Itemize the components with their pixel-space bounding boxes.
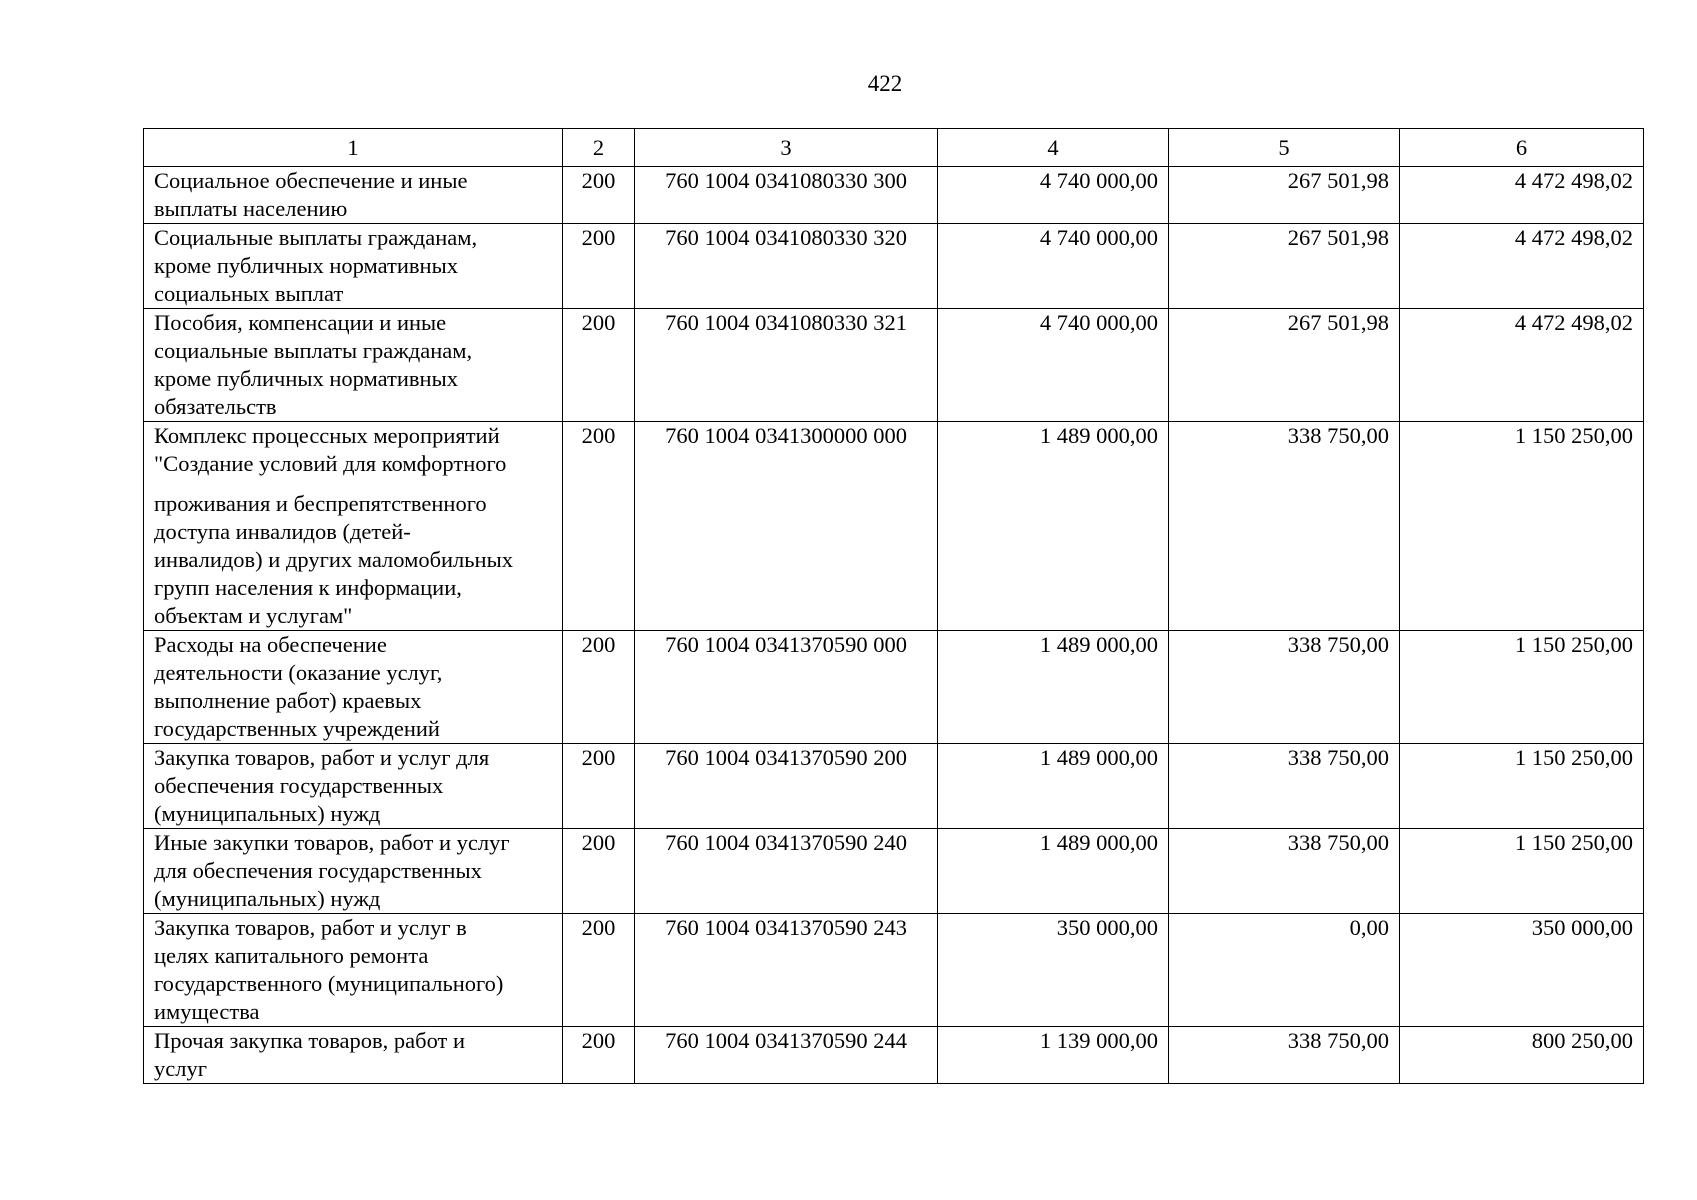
col4-cell: 4 740 000,00 (938, 224, 1169, 309)
item-name-cell (144, 631, 563, 744)
item-name-line: "Создание условий для комфортного (154, 451, 507, 476)
item-name-line: государственных учреждений (154, 716, 440, 741)
col6-cell: 4 472 498,02 (1400, 224, 1644, 309)
item-name-cell (144, 309, 563, 422)
item-name-cell (144, 422, 563, 631)
item-name-line: Социальное обеспечение и иные (154, 168, 468, 193)
col6-cell: 4 472 498,02 (1400, 167, 1644, 224)
col2-cell: 200 (563, 914, 635, 1027)
col5-cell: 338 750,00 (1169, 829, 1400, 914)
col5-cell: 338 750,00 (1169, 1027, 1400, 1084)
item-name-line: Прочая закупка товаров, работ и (154, 1028, 466, 1053)
item-name-line: целях капитального ремонта (154, 943, 429, 968)
col6-cell: 1 150 250,00 (1400, 744, 1644, 829)
code-cell: 760 1004 0341080330 321 (635, 309, 938, 422)
item-name-line: выполнение работ) краевых (154, 688, 422, 713)
col2-cell: 200 (563, 309, 635, 422)
table-row (144, 914, 1644, 1027)
item-name-line: социальных выплат (154, 281, 344, 306)
header-row (144, 129, 1644, 167)
item-name-line: имущества (154, 999, 260, 1024)
col5-cell: 338 750,00 (1169, 631, 1400, 744)
item-name-line: обязательств (154, 394, 277, 419)
col2-cell: 200 (563, 224, 635, 309)
item-name-line: Пособия, компенсации и иные (154, 310, 447, 335)
code-cell: 760 1004 0341370590 200 (635, 744, 938, 829)
col4-cell: 1 489 000,00 (938, 422, 1169, 631)
header-col-1: 1 (144, 129, 563, 167)
budget-table (143, 128, 1644, 1084)
line-gap (154, 478, 552, 490)
col6-cell: 1 150 250,00 (1400, 422, 1644, 631)
item-name-cell (144, 224, 563, 309)
col6-cell: 4 472 498,02 (1400, 309, 1644, 422)
item-name-line: Закупка товаров, работ и услуг в (154, 915, 467, 940)
item-name-line: Расходы на обеспечение (154, 632, 387, 657)
header-col-3: 3 (635, 129, 938, 167)
col5-cell: 338 750,00 (1169, 744, 1400, 829)
item-name-line: услуг (154, 1056, 207, 1081)
table-row (144, 744, 1644, 829)
code-cell: 760 1004 0341370590 243 (635, 914, 938, 1027)
table-row (144, 167, 1644, 224)
col4-cell: 1 489 000,00 (938, 744, 1169, 829)
item-name-line: (муниципальных) нужд (154, 801, 381, 826)
table-row (144, 422, 1644, 631)
col2-cell: 200 (563, 167, 635, 224)
col2-cell: 200 (563, 422, 635, 631)
item-name-line: Иные закупки товаров, работ и услуг (154, 830, 510, 855)
item-name-cell (144, 1027, 563, 1084)
item-name-line: Социальные выплаты гражданам, (154, 225, 478, 250)
col4-cell: 4 740 000,00 (938, 167, 1169, 224)
col4-cell: 1 489 000,00 (938, 829, 1169, 914)
item-name-line: для обеспечения государственных (154, 858, 482, 883)
item-name-line: проживания и беспрепятственного (154, 491, 487, 516)
col4-cell: 1 489 000,00 (938, 631, 1169, 744)
col2-cell: 200 (563, 744, 635, 829)
item-name-line: кроме публичных нормативных (154, 366, 458, 391)
item-name-line: деятельности (оказание услуг, (154, 660, 443, 685)
header-col-2: 2 (563, 129, 635, 167)
item-name-line: Комплекс процессных мероприятий (154, 423, 500, 448)
item-name-cell (144, 914, 563, 1027)
col5-cell: 267 501,98 (1169, 224, 1400, 309)
col6-cell: 800 250,00 (1400, 1027, 1644, 1084)
col5-cell: 0,00 (1169, 914, 1400, 1027)
col5-cell: 338 750,00 (1169, 422, 1400, 631)
page-number: 422 (867, 71, 903, 96)
item-name-line: объектам и услугам" (154, 603, 353, 628)
col5-cell: 267 501,98 (1169, 309, 1400, 422)
code-cell: 760 1004 0341370590 000 (635, 631, 938, 744)
col6-cell: 350 000,00 (1400, 914, 1644, 1027)
table-row (144, 829, 1644, 914)
header-col-6: 6 (1400, 129, 1644, 167)
item-name-line: обеспечения государственных (154, 773, 444, 798)
item-name-line: (муниципальных) нужд (154, 886, 381, 911)
col6-cell: 1 150 250,00 (1400, 829, 1644, 914)
code-cell: 760 1004 0341080330 300 (635, 167, 938, 224)
header-col-5: 5 (1169, 129, 1400, 167)
col6-cell: 1 150 250,00 (1400, 631, 1644, 744)
item-name-cell (144, 167, 563, 224)
code-cell: 760 1004 0341300000 000 (635, 422, 938, 631)
item-name-line: инвалидов) и других маломобильных (154, 547, 513, 572)
item-name-line: групп населения к информации, (154, 575, 462, 600)
table-row (144, 1027, 1644, 1084)
item-name-cell (144, 744, 563, 829)
item-name-line: государственного (муниципального) (154, 971, 504, 996)
item-name-cell (144, 829, 563, 914)
code-cell: 760 1004 0341370590 244 (635, 1027, 938, 1084)
item-name-line: доступа инвалидов (детей- (154, 519, 411, 544)
code-cell: 760 1004 0341370590 240 (635, 829, 938, 914)
item-name-line: кроме публичных нормативных (154, 253, 458, 278)
col4-cell: 4 740 000,00 (938, 309, 1169, 422)
table-row (144, 309, 1644, 422)
header-col-4: 4 (938, 129, 1169, 167)
col5-cell: 267 501,98 (1169, 167, 1400, 224)
item-name-line: выплаты населению (154, 196, 348, 221)
item-name-line: Закупка товаров, работ и услуг для (154, 745, 490, 770)
table-row (144, 631, 1644, 744)
item-name-line: социальные выплаты гражданам, (154, 338, 473, 363)
col4-cell: 1 139 000,00 (938, 1027, 1169, 1084)
code-cell: 760 1004 0341080330 320 (635, 224, 938, 309)
table-row (144, 224, 1644, 309)
col2-cell: 200 (563, 829, 635, 914)
col2-cell: 200 (563, 1027, 635, 1084)
col2-cell: 200 (563, 631, 635, 744)
col4-cell: 350 000,00 (938, 914, 1169, 1027)
